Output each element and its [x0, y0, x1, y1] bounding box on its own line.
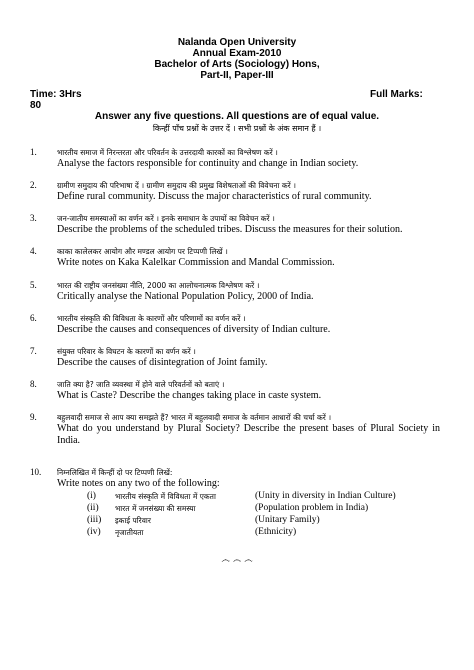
question-8	[30, 379, 440, 402]
exam-title: Annual Exam-2010	[192, 48, 282, 59]
question-hindi: जन-जातीय समस्याओं का वर्णन करें । इनके समाधान के उपायों का विवेचन करें ।	[57, 214, 275, 223]
question-9	[30, 412, 440, 447]
question-number: 6.	[30, 313, 37, 323]
option-number: (ii)	[87, 503, 99, 513]
question-english: Describe the causes and consequences of diversity of Indian culture.	[57, 324, 331, 335]
university-name: Nalanda Open University	[177, 37, 297, 48]
option-number: (i)	[87, 491, 96, 501]
question-number: 9.	[30, 412, 37, 422]
question-3	[30, 213, 440, 236]
instructions-english: Answer any five questions. All questions are of equal value.	[94, 111, 380, 122]
question-english: Write notes on any two of the following:	[57, 478, 220, 489]
end-of-paper-marker: ෴ ෴ ෴	[221, 555, 253, 565]
question-1	[30, 147, 440, 170]
paper-name: Part-II, Paper-III	[200, 70, 274, 81]
option-english: (Population problem in India)	[255, 503, 369, 513]
question-hindi: जाति क्या है? जाति व्यवस्था में होने वाले परिवर्तनों को बताएं ।	[57, 380, 225, 389]
question-hindi: काका कालेलकर आयोग और मण्डल आयोग पर टिप्पणी लिखें ।	[57, 247, 228, 256]
question-english: Analyse the factors responsible for continuity and change in Indian society.	[57, 158, 359, 169]
question-6	[30, 313, 440, 336]
instructions-hindi: किन्हीं पाँच प्रश्नों के उत्तर दें । सभी प्रश्नों के अंक समान हैं ।	[152, 124, 322, 133]
question-hindi: भारत की राष्ट्रीय जनसंख्या नीति, 2000 का आलोचनात्मक विश्लेषण करें ।	[57, 281, 260, 290]
option-hindi: इकाई परिवार	[115, 516, 151, 525]
question-number: 3.	[30, 213, 37, 223]
question-english: Describe the problems of the scheduled tribes. Discuss the measures for their solution.	[57, 224, 403, 235]
question-10	[30, 467, 440, 490]
question-number: 7.	[30, 346, 37, 356]
question-english: Write notes on Kaka Kalelkar Commission and Mandal Commission.	[57, 257, 335, 268]
option-hindi: भारतीय संस्कृति में विविधता में एकता	[115, 492, 216, 501]
question-english: Describe the causes of disintegration of Joint family.	[57, 357, 268, 368]
time-label: Time: 3Hrs	[30, 89, 82, 100]
question-hindi: बहुलवादी समाज से आप क्या समझते हैं? भारत में बहुलवादी समाज के वर्तमान आधारों की चर्चा करें ।	[57, 413, 332, 422]
question-7	[30, 346, 440, 369]
question-hindi: भारतीय समाज में निरन्तरता और परिवर्तन के उत्तरदायी कारकों का विश्लेषण करें ।	[57, 148, 278, 157]
option-english: (Unity in diversity in Indian Culture)	[255, 491, 396, 501]
question-number: 5.	[30, 280, 37, 290]
question-number: 10.	[30, 467, 42, 477]
question-english: What do you understand by Plural Society? Describe the present bases of Plural Society in India.	[57, 423, 440, 446]
option-number: (iii)	[87, 515, 102, 525]
full-marks-value: 80	[30, 100, 42, 111]
option-number: (iv)	[87, 527, 101, 537]
question-english: What is Caste? Describe the changes taking place in caste system.	[57, 390, 322, 401]
question-4	[30, 246, 440, 269]
question-hindi: निम्नलिखित में किन्हीं दो पर टिप्पणी लिखें:	[57, 468, 173, 477]
course-name: Bachelor of Arts (Sociology) Hons,	[154, 59, 320, 70]
question-number: 1.	[30, 147, 37, 157]
question-hindi: ग्रामीण समुदाय की परिभाषा दें । ग्रामीण समुदाय की प्रमुख विशेषताओं की विवेचना करें ।	[57, 181, 296, 190]
option-hindi: नृजातीयता	[115, 528, 144, 537]
full-marks-label: Full Marks:	[370, 89, 423, 100]
question-number: 4.	[30, 246, 37, 256]
question-hindi: संयुक्त परिवार के विघटन के कारणों का वर्णन करें ।	[57, 347, 196, 356]
question-number: 2.	[30, 180, 37, 190]
question-number: 8.	[30, 379, 37, 389]
option-english: (Ethnicity)	[255, 527, 297, 537]
question-2	[30, 180, 440, 203]
question-hindi: भारतीय संस्कृति की विविधता के कारणों और परिणामों का वर्णन करें ।	[57, 314, 246, 323]
question-english: Define rural community. Discuss the major characteristics of rural community.	[57, 191, 372, 202]
option-hindi: भारत में जनसंख्या की समस्या	[115, 504, 196, 513]
question-english: Critically analyse the National Population Policy, 2000 of India.	[57, 291, 314, 302]
option-english: (Unitary Family)	[255, 515, 320, 525]
question-5	[30, 280, 440, 303]
